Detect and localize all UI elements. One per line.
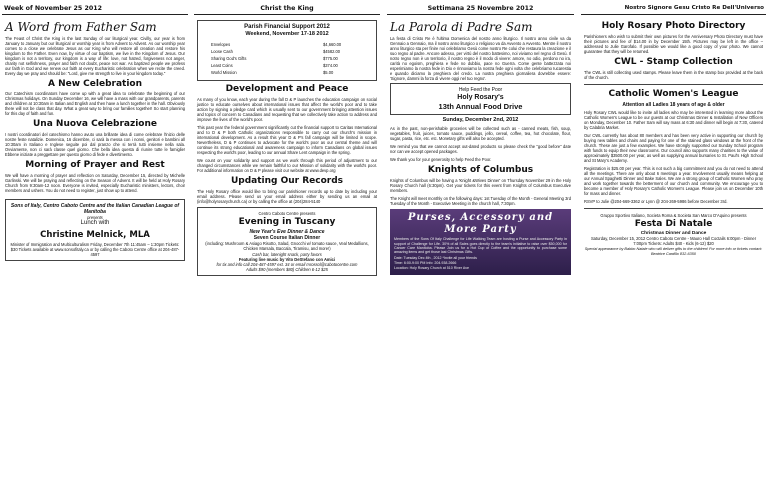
income-table	[209, 40, 347, 77]
knights-body-2: The Knight will meet monthly on the following days: 1st Tuesday of the Month - General Meeting 3rd Tuesday of the Month - Executive Meeting in the church hall, 7:30pm.	[390, 195, 571, 206]
table-row: Envelopes $4,660.00	[211, 42, 342, 48]
header-week-label: Week of November 25 2012	[4, 5, 102, 12]
sons-italy-lunch: Lunch with	[80, 220, 110, 227]
dev-peace-body-2: This past year the federal government significantly cut the financial support to Caritas International and to D & P both Catholic organizations responsible to carry out our church's mission in international development. As a result this year D & P's fall campaign will be limited in scope. Nevertheless, D & P continues to advocate for the world's poor as our central theme and will continue its strong educational and awareness campaign to inform Canadians on global issues respecting the world's poor, leading to our annual Share Lent campaign in the spring.	[197, 124, 377, 155]
column-3	[387, 0, 574, 497]
cwl-body-2: Our CWL currently has about 80 members and has been very active in supporting our church by buying new tables and chairs and paying for one of the stained glass windows at the front of the church. These are just a few examples. We have strongly supported our Sunday School program with funds to equip their new classrooms. Our council also supports many charities to the value of approximately $3500.00 per year, as well as supplying annual bursaries to St. Paul's High School and St Mary's Academy.	[584, 132, 763, 163]
parish-financial-title: Parish Financial Support 2012	[244, 24, 330, 30]
food-drive-title: 13th Annual Food Drive	[438, 102, 523, 112]
festa-body: Saturday, December 15, 2012 Centro Caboto Centre - Mauro Hall Coctails 6:00pm - Dinner 7:00pm Tickets: Adults $40 - Kids (6-12) $20	[590, 236, 757, 247]
cwl-body-1: Holy Rosary CWL would like to invite all ladies who may be interested in learning more about the Catholic Women's League to be our guests at our Christmas Dinner & Installation of New Officers on Monday, December 10. Father Sam will say mass at 6:30 and dinner will begin at 7:30, catered by Calabria Market.	[584, 109, 763, 130]
updating-records-title: Updating Our Records	[230, 175, 344, 186]
festa-subtitle: Christmas Dinner and Dance	[640, 230, 707, 236]
food-drive-body-2: We remind you that we cannot accept out-dated products so please check the "good before" date nor can we accept opened packages.	[390, 143, 571, 154]
tuscany-nye: New Year's Eve Dinner & Dance	[249, 228, 325, 235]
photo-directory-title: Holy Rosary Photo Directory	[601, 21, 746, 31]
una-nuova-body: I nostri coordinatori del catechismo hanno avuto una brillante idea di come celebrare l'inizio delle nostre feste natalizie. Domenica, 16 dicembre, ci sarà la messa con i nonni, genitori e bambini all 10:30am in Italiano e Inglese seguite poi dal pranzo che si terrà tutti insieme nella sala. Ovviamente, non ci sarà classe quel giorno. Che bella idea questa di riunire tutte le famiglie! Ebbene iniziate a preggettare per questo giorno di fede e divertimento.	[5, 132, 185, 158]
tuscany-title: Evening in Tuscany	[238, 216, 336, 227]
table-row: Loose Cash $4582.00	[211, 49, 341, 54]
purses-time: Time: 6:00-9:00 PM Info: 204.938.2666	[394, 261, 457, 265]
parish-financial-sub: Weekend, November 17-18 2012	[245, 31, 329, 38]
tuscany-box	[197, 207, 377, 276]
morning-prayer-title: Morning of Prayer and Rest	[25, 160, 165, 171]
new-celebration-title: A New Celebration	[47, 78, 142, 89]
sons-italy-guest: Christine Melnick, MLA	[40, 229, 150, 240]
purses-location: Location: Holy Rosary Church at 510 River Ave	[394, 266, 470, 271]
cwl-rsvp: RSVP to Julie @204-669-3362 or Lynn @ 204-269-5986 before December 3rd.	[584, 198, 728, 204]
column-1	[2, 0, 188, 497]
cwl-title: Catholic Women's League	[608, 88, 739, 99]
morning-prayer-body: We will have a morning of prayer and reflection on Saturday, December 15, directed by Michelle Garlinski. We will be praying and reflecting on the Season of Advent. It will be held at Holy Rosary Church from 9:30am-12 noon. Everyone is invited, especially Eucharistic ministers, lectors, choir members and ushers. You do not need to register, just show up to attend.	[5, 173, 185, 194]
food-drive-help: Help Feed the Poor	[458, 87, 503, 94]
sons-italy-title: Sons of Italy, Centro Caboto Centre and the Italian Canadian League of Manitoba	[10, 203, 180, 216]
food-drive-body-3: We thank you for your generosity to help Feed the Poor.	[390, 156, 492, 162]
updating-records-body: The Holy Rosary office would like to bring our parishioner records up to date by including your email address. Please send us your email address either by sending us an email at (info@holyrosarychurch.ca) or by calling the office at (204)284-5140	[197, 188, 377, 204]
festa-presenters: Gruppo Sportivo Italiano, Societa Roma & Societa San Marco D'Aquino presents	[600, 212, 747, 218]
header-settimana-label: Settimana 25 Novembre 2012	[427, 5, 534, 12]
sons-italy-body: Minister of Immigration and Multiculturalism Friday, December 7th 11:45am – 1:30pm Tickets: $30 Tickets available at www.sonsofitaly.ca or by calling the Caboto Centre office at 204-487-4597	[10, 242, 180, 257]
tuscany-tickets: for tix and info call 204-487-4597 ext. 34 or email mrossol@cabotocentre.com	[216, 261, 358, 267]
header-week	[2, 0, 188, 15]
table-row: World Mission $5.00	[211, 69, 334, 75]
knights-title: Knights of Columbus	[427, 164, 534, 175]
knights-body-1: Knights of Columbus will be having a 'Knight &Wives Dinner' on Thursday November 29 in the Holy Rosary Church hall (6:30pm). Get your tickets for this event from Knights of Columbus Executive members.	[390, 177, 571, 193]
food-drive-date: Sunday, December 2nd, 2012	[442, 117, 519, 124]
header-nostro-label: Nostro Signore Gesu Cristo Re Dell'Universo	[624, 5, 764, 11]
dev-peace-title: Development and Peace	[225, 83, 349, 94]
food-drive-body-1: As in the past, non-perishable groceries will be collected such as - canned meats, fish, soup, vegetables, fruit, juices, tomato sauce, puddings, jello, cereal, coffee, tea, hot chocolate, flour, sugar, pasta, rice, etc. etc. Monetary gifts will also be accepted.	[390, 125, 571, 141]
column-4	[581, 0, 766, 497]
header-christ-king-label: Christ the King	[260, 5, 314, 12]
tuscany-featuring: Featuring live music by Vito DeStefano con Amici	[238, 256, 336, 262]
dev-peace-body-1: As many of you know, each year during the fall D & P launches the education campaign on social justice to educate ourselves about international issues that affect the world's poor and to take action by signing a pledge card which is usually sent to our government bringing attention issues and topics of concern to Canadians and requesting that we collectively take action to address and improve the lives of the world's poor.	[197, 96, 377, 122]
tuscany-presenter: Centro Caboto Centre presents	[258, 210, 316, 216]
cwl-stamp-body: The CWL is still collecting used stamps. Please leave them in the stamp box provided at the back of the church.	[584, 69, 763, 80]
word-body: The Feast of Christ the King is the last Sunday of our liturgical year. Civilly, our year is from January to January but our liturgical or worship year is from Advent to Advent. As our worship year comes to a close we celebrate Jesus as our King who will restore all creation and restore his kingdom to the Father. Even now, by virtue of our baptism, we live in the Kingdom of Jesus. Our kingdom is not a territory, our kingdom is a way of life: love, not hatred, forgiveness not anger, charity not selfishness, prayer and faith not doubt, peace not war. As baptized people we profess our faith in God and we renew our faith at every Eucharistic celebration when we recite the creed. Every day we pray and should be: "Lord, give me strength to live in your kingdom today."	[5, 35, 185, 76]
food-drive-org: Holy Rosary's	[457, 93, 504, 101]
purses-title: Purses, Accessory and More Party	[407, 211, 554, 235]
parola-body: La festa di Cristo Re è l'ultima Domenica del nostro anno liturgico. Il nostro anno civile va da Gennaio a Gennaio, ma il nostro anno liturgico o religioso va da Avvento a Avvento. Mentre il nostro anno liturgico sta per finire noi celebriamo Gesù come nostro Re colui che restaura la creazione e il suo regno al padre. Ancore adesso, per virtù del nostro battesimo, noi viviamo nel regno di Gesù. Il notro regno non è un territorio, il nostro regno è il modo di vivere: amore, no odio, perdono no ira, carità no egoism, preghiera e fede no dubbio, pace no Guerra. Come gente battezzata noi esperimiamo la nostra fede in Dio e rinnoviamo la nostra fede ogni volta che celebriamo Iucarestia e quando diciamo la preghiera del credo. La nostra preghiera giornaliera dovrebbe essere: 'Signore, dammi la forza di vivere oggi nel tuo regno'.	[390, 35, 571, 81]
purses-date: Date: Tuesday Dec 4th , 2012 *Invite all your friends	[394, 255, 477, 260]
cwl-attention: Attention all Ladies 18 years of age & older	[622, 101, 725, 108]
tuscany-menu: (including: Mushroom & Asiago Risotto, Salad, Gnocchi w/ tomato sauce, Veal Medallions, Chicken Marsala, Baccala, Tiramisu, and more!)	[205, 240, 369, 251]
table-row: Sharing God's Gifts $775.00	[211, 55, 338, 61]
sons-italy-presents: presents	[87, 215, 103, 221]
cwl-stamp-title: CWL - Stamp Collection	[614, 56, 733, 67]
sons-italy-box	[5, 199, 185, 261]
header-settimana	[387, 0, 574, 15]
tuscany-cash-bar: Cash bar, latenight snack, party favors	[252, 251, 322, 257]
tuscany-seven-course: Seven Course Italian Dinner	[253, 234, 321, 241]
header-nostro	[581, 0, 766, 15]
divider	[584, 208, 763, 209]
una-nuova-title: Una Nuova Celebrazione	[33, 119, 157, 130]
word-title: A Word from Father Sam	[5, 20, 157, 34]
photo-directory-body: Parishioners who wish to submit their own pictures for the Anniversary Photo Directory must have their pictures and fee of $14.00 in by December 15th. Pictures may be left in the office – addressed to Julie Garofalo. If possible we would like a good copy of your photo. We cannot guarantee that they will be returned.	[584, 33, 763, 54]
festa-title: Festa Di Natale	[634, 218, 713, 229]
parish-financial-box	[197, 20, 377, 81]
header-christ-king	[194, 0, 380, 15]
purses-banner	[390, 209, 571, 275]
divider	[584, 84, 763, 85]
cwl-body-3: Registration is $25.00 per year. This is not such a big commitment and you do not need to attend all the meetings. There are only about 6 meetings a year. Involvement usually means helping at our Annual Spaghetti Dinner and Bake Sales. We are a strong group of Catholic Women who pray and work together towards the betterment of our church and community. We encourage you to become a member of Holy Rosary's Catholic Women's League. Please join us on December 10th for mass and dinner.	[584, 165, 763, 196]
purses-body: Members of the Sons Of Italy Challenge for Life Walking Team are hosting a Purse and Accessory Party in support of Challenge for Life. 30% of all Sales goes directly to the team's initiative to raise over $50,000 for Cancer Care Manitoba. Please Join us for a Hot Cup of Coffee and the opportunity to purchase some amazing items and get those last Christmas Gifts.	[394, 237, 567, 255]
parola-title: La Parola di Padre Sam	[390, 20, 533, 34]
dev-peace-body-3: We count on your solidarity and support as we work through this period of adjustment to our changed circumstances while we remain faithful to our Mission of solidarity with the world's poor. For additional information on D & P please visit our website at www.devp.org	[197, 157, 377, 173]
table-row: Least Coins $374.00	[211, 62, 338, 68]
festa-note: Special appearance by Babbo Natale who will deliver gifts to the children! For more info or tickets contact: Beatrice Cardillo 832-6350	[584, 247, 763, 257]
column-2	[194, 0, 380, 497]
food-drive-box	[390, 83, 571, 115]
tuscany-prices: Adults $90 (members $80) Children 6-12 $25	[246, 266, 328, 272]
new-celebration-body: Our Catechism coordinators have come up with a great idea to celebrate the beginning of our Christmas holidays. On Sunday December 16, we will have a mass with our grandparents, parents and children at 10:30am in Italian and English and then have a lunch together in the hall. Obviously there will not be class that day. What a great way to bring our families together! So start planning for this day of faith and fun.	[5, 91, 185, 117]
